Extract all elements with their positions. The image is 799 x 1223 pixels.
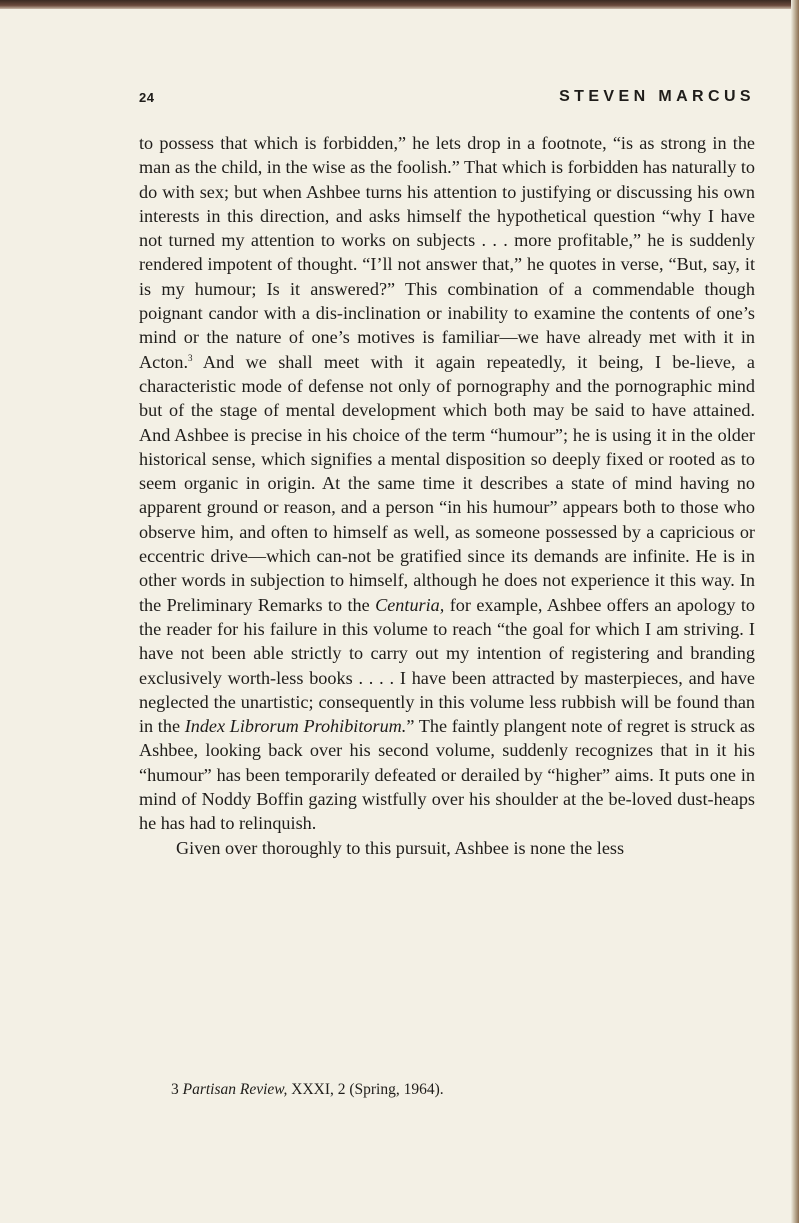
paragraph xyxy=(139,131,755,836)
running-head: STEVEN MARCUS xyxy=(559,88,755,105)
italic-title: Index Librorum Prohibitorum. xyxy=(184,716,407,737)
body-text xyxy=(139,131,755,860)
paragraph-text: ” The faintly plangent note of regret is struck as Ashbee, looking back over his second volume, suddenly recognizes that in it his “humour” has been temporarily defeated or derailed by “higher” aims. It puts one in mind of Noddy Boffin gazing wistfully over his shoulder at the be-loved dust-heaps he has had to relinquish. xyxy=(139,716,755,834)
footnote-citation: XXXI, 2 (Spring, 1964). xyxy=(287,1081,444,1098)
page-top-edge xyxy=(0,0,799,9)
page-header xyxy=(139,88,755,112)
footnote-number: 3 xyxy=(171,1081,179,1098)
footnote xyxy=(171,1080,731,1100)
footnote-reference: 3 xyxy=(188,352,193,363)
paragraph xyxy=(139,836,755,860)
page-number: 24 xyxy=(139,90,155,105)
footnote-title: Partisan Review, xyxy=(182,1081,288,1098)
italic-title: Centuria, xyxy=(375,594,445,615)
paragraph-text: And we shall meet with it again repeatedly, it being, I be-lieve, a characteristic mode of defense not only of pornography and the pornographic mind but of the stage of mental development which both may be said to have attained. And Ashbee is precise in his choice of the term “humour”; he is using it in the older historical sense, which signifies a mental disposition so deeply fixed or rooted as to seem organic in origin. At the same time it describes a state of mind having no apparent ground or reason, and a person “in his humour” appears both to those who observe him, and often to himself as well, as someone possessed by a capricious or eccentric drive—which can-not be gratified since its demands are infinite. He is in other words in subjection to himself, although he does not experience it this way. In the Preliminary Remarks to the xyxy=(139,351,755,615)
page-binding-edge xyxy=(791,0,799,1223)
paragraph-text: for example, Ashbee offers an apology to the reader for his failure in this volume to reach “the goal for which I am striving. I have not been able strictly to carry out my intention of registering and branding exclusively worth-less books . . . . I have been attracted by masterpieces, and have neglected the unartistic; consequently in this volume less rubbish will be found than in the xyxy=(139,594,755,737)
paragraph-text: to possess that which is forbidden,” he lets drop in a footnote, “is as strong in the man as the child, in the wise as the foolish.” That which is forbidden has naturally to do with sex; but when Ashbee turns his attention to justifying or discussing his own interests in this direction, and asks himself the hypothetical question “why I have not turned my attention to works on subjects . . . more profitable,” he is suddenly rendered impotent of thought. “I’ll not answer that,” he quotes in verse, “But, say, it is my humour; Is it answered?” This combination of a commendable though poignant candor with a dis-inclination or inability to examine the contents of one’s mind or the nature of one’s motives is familiar—we have already met with it in Acton. xyxy=(139,133,755,372)
paragraph-text: Given over thoroughly to this pursuit, Ashbee is none the less xyxy=(176,837,625,858)
